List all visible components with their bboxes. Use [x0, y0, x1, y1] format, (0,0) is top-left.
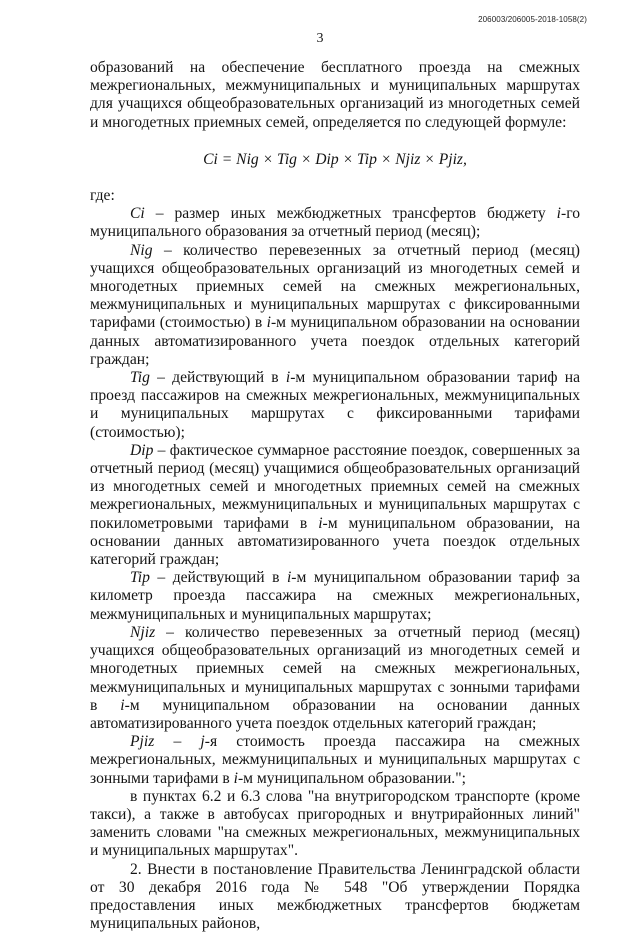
where-label: где:: [90, 187, 115, 205]
index-i: i: [233, 769, 238, 787]
definition-text: -м муниципальном образовании тариф на проезд пассажиров на смежных межрегиональных, межмуниципальных и муниципальных маршрутах с фиксированными тарифами (стоимостью);: [90, 369, 580, 441]
definition-nig: [90, 242, 580, 369]
definition-njiz: [90, 624, 580, 733]
definition-dip: [90, 442, 580, 569]
index-i: i: [286, 569, 292, 587]
index-i: i: [318, 514, 323, 532]
item-2-paragraph: 2. Внести в постановление Правительства Ленинградской области от 30 декабря 2016 года № 548 "Об утверждении Порядка предоставления иных межбюджетных трансфертов бюджетам муниципальных районов,: [90, 860, 580, 933]
page-number: 3: [316, 31, 324, 46]
symbol-tig: Tig: [130, 369, 150, 387]
index-i: i: [285, 369, 291, 387]
definition-text: -м муниципальном образовании, на основании данных автоматизированного учета поездок отдельных категорий граждан;: [90, 514, 580, 569]
definition-pjiz: [90, 733, 580, 788]
symbol-tip: Tip: [130, 569, 150, 587]
definition-text: – действующий в: [149, 569, 287, 587]
definition-text: – количество перевезенных за отчетный период (месяц) учащихся общеобразовательных организаций из многодетных семей и многодетных приемных семей на смежных межрегиональных, межмуниципальных и муниципальных маршрутах с зонными тарифами в: [90, 623, 580, 714]
definition-ci: [90, 205, 580, 241]
definition-text: -м муниципальном образовании тариф за километр проезда пассажира на смежных межрегиональных, межмуниципальных и муниципальных маршрутах;: [90, 569, 580, 623]
definition-text: –: [154, 733, 201, 751]
intro-paragraph: образований на обеспечение бесплатного проезда на смежных межрегиональных, межмуниципальных и муниципальных маршрутах для учащихся общеобразовательных организаций из многодетных семей и многодетных приемных семей, определяется по следующей формуле:: [90, 59, 580, 131]
index-j: j: [200, 733, 205, 751]
definition-text: – фактическое суммарное расстояние поездок, совершенных за отчетный период (месяц) учащимися общеобразовательных организаций из многодетных семей и многодетных приемных семей на смежных межрегиональных, межмуниципальных и муниципальных маршрутах с покилометровыми тарифами в: [90, 441, 580, 532]
definition-text: – количество перевезенных за отчетный период (месяц) учащихся общеобразовательных организаций из многодетных семей и многодетных приемных семей на смежных межрегиональных, межмуниципальных и муниципальных маршрутах с фиксированными тарифами (стоимостью) в: [90, 241, 580, 332]
definition-text: – действующий в: [149, 369, 286, 387]
symbol-njiz: Njiz: [130, 623, 156, 641]
document-body: [90, 59, 580, 933]
points-paragraph: в пунктах 6.2 и 6.3 слова "на внутригородском транспорте (кроме такси), а также в автобусах пригородных и внутрирайонных линий" заменить словами "на смежных межрегиональных, межмуниципальных и муниципальных маршрутах".: [90, 787, 580, 860]
index-i: i: [266, 314, 271, 332]
symbol-dip: Dip: [130, 441, 154, 459]
definition-text: – размер иных межбюджетных трансфертов бюджету: [144, 205, 557, 223]
index-i: i: [556, 205, 561, 223]
definition-tip: [90, 569, 580, 624]
index-i: i: [120, 696, 125, 714]
symbol-pjiz: Pjiz: [130, 733, 155, 751]
document-id: 206003/206005-2018-1058(2): [478, 15, 587, 24]
symbol-nig: Nig: [130, 241, 153, 259]
definition-text: -м муниципальном образовании.";: [237, 769, 466, 787]
definition-text: -я стоимость проезда пассажира на смежных межрегиональных, межмуниципальных и муниципальных маршрутах с зонными тарифами в: [90, 733, 580, 787]
definition-text: -го муниципального образования за отчетный период (месяц);: [90, 205, 580, 241]
symbol-ci: Ci: [130, 205, 145, 223]
definition-tig: [90, 369, 580, 442]
definition-text: -м муниципальном образовании на основании данных автоматизированного учета поездок отдельных категорий граждан;: [90, 696, 580, 732]
definition-text: -м муниципальном образовании на основании данных автоматизированного учета поездок отдельных категорий граждан;: [90, 314, 580, 368]
formula: Ci = Nig × Tig × Dip × Tip × Njiz × Pjiz,: [203, 150, 467, 168]
